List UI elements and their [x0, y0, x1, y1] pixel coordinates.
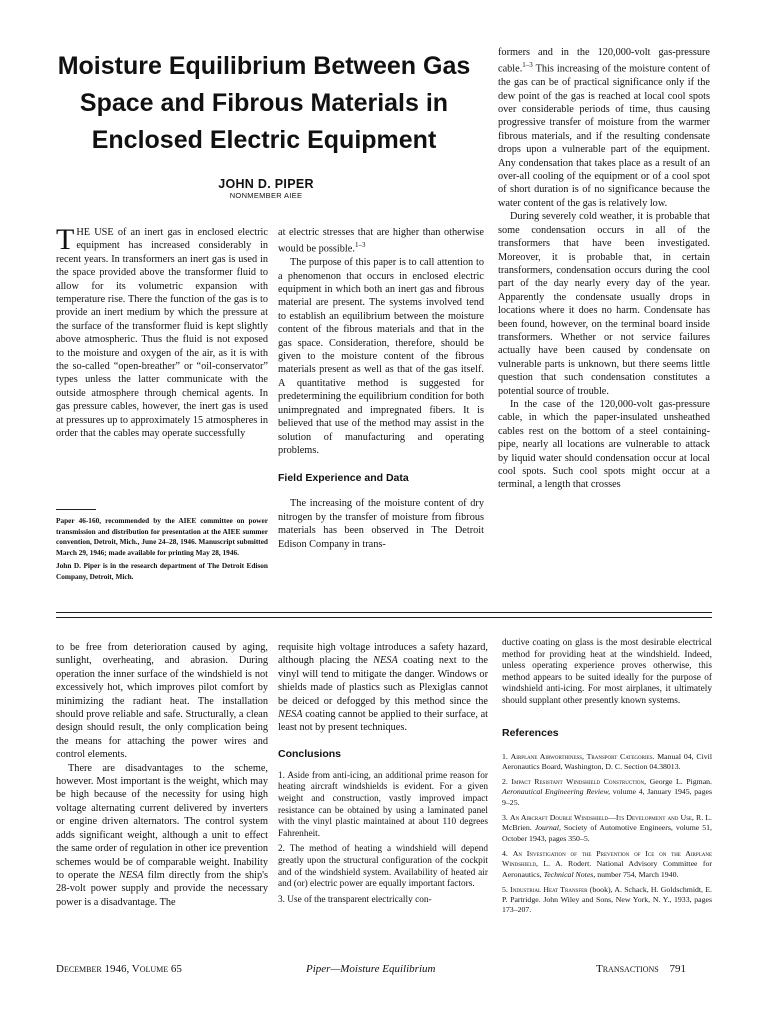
reference-number: 1.	[502, 751, 508, 761]
reference-title: An Aircraft Double Windshield—Its Development and Use,	[509, 813, 694, 823]
reference-journal: Technical Notes,	[541, 869, 596, 879]
footnote-paper: Paper 46-160, recommended by the AIEE committee on power transmission and distribution for presentation at the AIEE summer convention, Detroit, Mich., June 24–28, 1946. Manuscript submitted March 29, 1946; made available for printing May 28, 1946.	[56, 516, 268, 557]
paragraph-text: coating cannot be applied to their surface, at least not by present techniques.	[278, 709, 488, 734]
title-line-3: Enclosed Electric Equipment	[91, 126, 437, 154]
nesa-term: NESA	[278, 709, 303, 721]
footer-journal	[596, 963, 686, 975]
paragraph	[278, 226, 484, 256]
reference-text: number 754, March 1940.	[595, 869, 679, 879]
paragraph: The purpose of this paper is to call attention to a phenomenon that occurs in enclosed electric equipment in which both an inert gas and fibrous material are present. The systems involved tend to establish an equilibrium between the moisture content of the fibrous materials and that in the gas space. Consideration, therefore, should be given to the moisture content of the fibrous materials present as well as that of the gas itself. A quantitative method is suggested for predetermining the equilibrium condition for both unimpregnated and impregnated fibers. It is believed that use of the method may assist in the solution of manufacturing and operating problems.	[278, 257, 484, 456]
section-heading-conclusions: Conclusions	[278, 747, 342, 760]
reference-text: George L. Pigman.	[646, 777, 713, 787]
paragraph: In the case of the 120,000-volt gas-pressure cable, in which the paper-insulated unsheathed cables rest on the bottom of a steel containing-pipe, nearly all locations are vulnerable to attack by liquid water should condensation occur at local cool spots. Such cool spots might occur at a terminal, a length that crosses	[498, 398, 710, 491]
reference-journal: Journal,	[531, 823, 561, 833]
conclusion-item: 2. The method of heating a windshield will depend greatly upon the structural configuration of the cockpit and of the windshield system. Availability of heated air and (or) electric power are equally important factors.	[278, 844, 488, 890]
reference-item	[502, 849, 712, 880]
conclusion-item: 3. Use of the transparent electrically con-	[278, 894, 432, 905]
section-divider-top	[56, 612, 712, 613]
conclusions-list	[278, 771, 488, 907]
reference-title: An Investigation of the Prevention of Ice on the Airplane Windshield,	[502, 848, 712, 869]
footnote-author: John D. Piper is in the research department of The Detroit Edison Company, Detroit, Mich.	[56, 561, 268, 581]
reference-text: Society of Automotive Engineers, volume 51, October 1943, pages 350–5.	[502, 823, 713, 843]
reference-text: Manual 04, Civil Aeronautics Board, Washington, D. C. Section 04.38013.	[502, 751, 713, 771]
title-line-2: Space and Fibrous Materials in	[79, 89, 449, 117]
footnote-divider	[56, 509, 96, 510]
footer-running-title	[306, 963, 435, 975]
journal-name: Transactions	[596, 963, 659, 975]
upper-column-1	[56, 223, 268, 441]
reference-item	[502, 885, 712, 916]
paragraph: ductive coating on glass is the most desirable electrical method for providing heat at the windshield. Indeed, unless operating experience proves otherwise, this method appears to be suited ideally for the purpose of windshield anti-icing. For most airplanes, it ultimately should supplant other presently known systems.	[502, 638, 712, 706]
reference-item	[502, 813, 712, 844]
author-affiliation: NONMEMBER AIEE	[229, 191, 303, 200]
reference-title: Industrial Heat Transfer	[510, 884, 588, 894]
drop-cap: T	[56, 223, 75, 256]
footer-issue: December 1946, Volume 65	[56, 963, 182, 975]
paragraph-text: at electric stresses that are higher than otherwise would be possible.	[278, 227, 484, 255]
paragraph-text: coating next to the vinyl will tend to mitigate the danger. Windows or shields made of plastics such as Plexiglas cannot be deiced or defogged by this method since the	[278, 655, 488, 707]
paragraph	[498, 46, 710, 210]
author-name: JOHN D. PIPER	[218, 177, 314, 191]
section-divider-bottom	[56, 617, 712, 618]
nesa-term: NESA	[119, 869, 144, 881]
paragraph-text: film directly from the ship's 28-volt power supply and provide the necessary power is a disadvantage. The	[56, 869, 269, 908]
reference-title: Airplane Airworthiness, Transport Categories.	[510, 751, 655, 761]
intro-text: HE USE of an inert gas in enclosed electric equipment has increased considerably in recent years. In transformers an inert gas is used in the space provided above the transformer fluid to allow for its volumetric expansion with temperature rise. There the function of the gas is to provide an inert medium by which the pressure at the surface of the transformer fluid is kept slightly above atmospheric. Thus the fluid is not exposed to the moisture and oxygen of the air, as it is with the so-called “open-breather” or “oil-conservator” types unless the latter communicate with the outside atmosphere through chemical agents. In gas pressure cables, however, the inert gas is used at pressures up to approximately 15 atmospheres in order that the cables may operate successfully	[56, 227, 268, 440]
paragraph-text: This increasing of the moisture content of the gas can be of practical significance only if the dew point of the gas is reached at local cool spots over considerable periods of time, thus causing progressive transfer of moisture from the warmer fibrous materials, and if the resulting condensate drops upon a vulnerable part of the equipment. Any condensation that takes place as a result of an over-all cooling of the equipment or of a cool spot of short duration is of no significance because the water content of the gas is relatively low.	[498, 63, 710, 209]
citation-ref: 1–3	[522, 61, 533, 70]
paragraph-text: requisite high voltage introduces a safety hazard, although placing the	[278, 642, 488, 667]
article-title	[40, 48, 488, 159]
paragraph-text: formers and in the 120,000-volt gas-pressure cable.	[498, 47, 710, 75]
reference-title: Impact Resistant Windshield Construction,	[511, 777, 647, 787]
reference-text: volume 4, January 1945, pages 9–25.	[502, 787, 712, 807]
paragraph	[278, 641, 488, 735]
conclusion-item: 1. Aside from anti-icing, an additional prime reason for heating aircraft windshields is evident. For a given weight and construction, vastly improved impact resistance can be obtained by using a laminated panel with the vinyl plastic maintained at about 110 degrees Fahrenheit.	[278, 770, 488, 839]
footnote	[56, 516, 268, 585]
paragraph: During severely cold weather, it is probable that some condensation occurs in all of the transformers that have been investigated. Moreover, it is probable that, in certain transformers, condensation occurs during the cool part of the day nearly every day of the year. Apparently the condensate usually drops in locations where it does no harm. Condensate has been found, however, on the terminal board inside transformers. Whether or not service failures actually have been caused by condensate on vulnerable parts is unknown, but there seems little question that such condensation constitutes a potential source of trouble.	[498, 211, 710, 397]
reference-item	[502, 752, 712, 773]
title-line-1: Moisture Equilibrium Between Gas	[57, 52, 471, 80]
upper-column-2	[278, 226, 484, 551]
citation-ref: 1–3	[354, 241, 366, 250]
reference-number: 4.	[502, 848, 508, 858]
lower-column-1	[56, 641, 268, 909]
lower-column-3	[502, 638, 712, 921]
page-number: 791	[669, 963, 686, 975]
paragraph-text: There are disadvantages to the scheme, however. Most important is the weight, which may be high because of the necessity for using high voltage alternating current delivered by inverters or engine driven alternators. The control system adds significant weight, although a unit to effect the same order of regulation in other ice prevention schemes would be of comparable weight. Inability to operate the	[56, 762, 268, 881]
section-heading-references: References	[502, 726, 559, 739]
section-heading-field-experience: Field Experience and Data	[278, 472, 409, 485]
reference-text: (book), A. Schack, H. Goldschmidt, E. P. Partridge. John Wiley and Sons, New York, N. Y., 1933, pages 173–207.	[502, 884, 712, 915]
lower-column-2	[278, 641, 488, 910]
running-title-text: Piper—Moisture Equilibrium	[306, 963, 436, 975]
reference-number: 5.	[502, 884, 508, 894]
paragraph	[56, 762, 268, 909]
reference-text: L. A. Rodert. National Advisory Committee for Aeronautics,	[502, 859, 712, 879]
paragraph: to be free from deterioration caused by aging, sunlight, overheating, and abrasion. During operation the inner surface of the windshield is not excessively hot, which improves pilot comfort by minimizing the radiant heat. The installation should prove reliable and safe. Structurally, a clean design should result, the only complication being the means for attaching the power wires and control elements.	[56, 642, 268, 761]
paragraph: The increasing of the moisture content of dry nitrogen by the transfer of moisture from fibrous materials has been observed in The Detroit Edison Company in trans-	[278, 498, 484, 550]
intro-paragraph	[56, 223, 268, 441]
reference-number: 2.	[502, 777, 508, 787]
upper-column-3	[498, 46, 710, 492]
reference-number: 3.	[502, 813, 508, 823]
references-list	[502, 752, 712, 916]
reference-text: R. L. McBrien.	[502, 813, 712, 833]
nesa-term: NESA	[373, 655, 398, 667]
reference-journal: Aeronautical Engineering Review,	[502, 787, 611, 797]
reference-item	[502, 777, 712, 808]
